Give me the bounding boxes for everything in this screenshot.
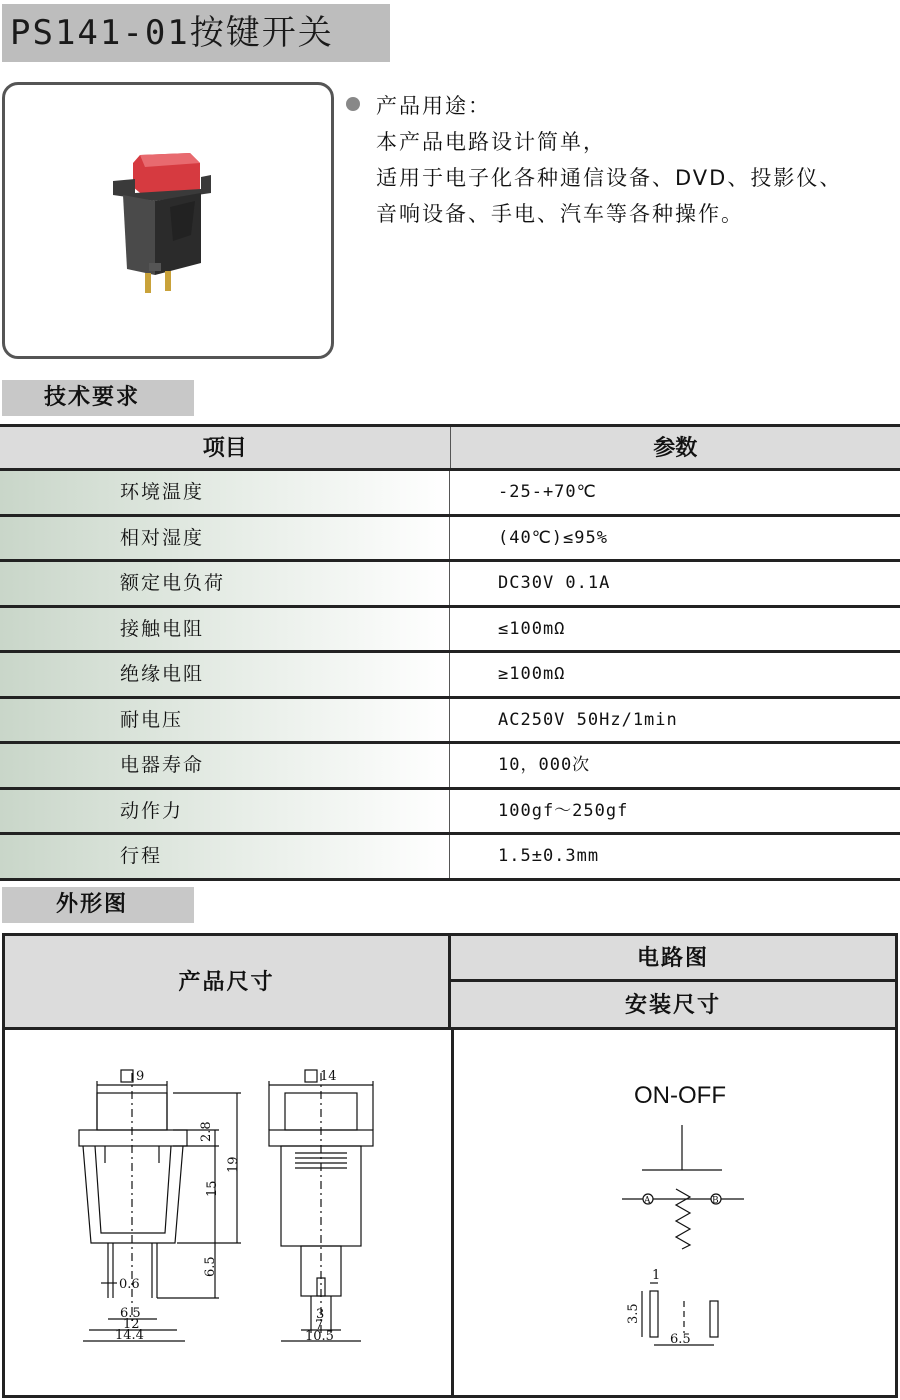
table-row bbox=[0, 562, 900, 608]
outline-table bbox=[2, 933, 898, 1398]
dim-label: 6.5 bbox=[670, 1332, 691, 1347]
table-row bbox=[0, 653, 900, 699]
mounting-dimensions-header: 安装尺寸 bbox=[451, 982, 895, 1030]
spec-value: ≥100mΩ bbox=[498, 664, 566, 684]
spec-value: -25-+70℃ bbox=[498, 482, 597, 502]
product-photo-frame bbox=[2, 82, 334, 359]
terminal-right bbox=[165, 271, 171, 291]
usage-line: 音响设备、手电、汽车等各种操作。 bbox=[376, 202, 744, 226]
spec-value: 1.5±0.3mm bbox=[498, 846, 600, 866]
spec-value: DC30V 0.1A bbox=[498, 573, 611, 593]
terminal-left bbox=[145, 273, 151, 293]
spec-item: 绝缘电阻 bbox=[0, 653, 450, 696]
spec-item: 接触电阻 bbox=[0, 608, 450, 651]
circuit-label: ON-OFF bbox=[634, 1082, 726, 1109]
spec-item: 行程 bbox=[0, 835, 450, 878]
dimension-drawing bbox=[5, 1033, 451, 1395]
spring-icon bbox=[676, 1189, 690, 1249]
dim-label: 12 bbox=[123, 1317, 140, 1332]
dim-label: 9 bbox=[136, 1069, 145, 1084]
spec-item: 电器寿命 bbox=[0, 744, 450, 787]
terminal-a-label: A bbox=[644, 1196, 651, 1206]
spec-value: ≤100mΩ bbox=[498, 618, 566, 639]
circuit-drawing bbox=[454, 1033, 895, 1395]
spec-value: AC250V 50Hz/1min bbox=[498, 709, 678, 730]
table-row bbox=[0, 835, 900, 881]
spec-item: 动作力 bbox=[0, 790, 450, 833]
usage-line: 适用于电子化各种通信设备、DVD、投影仪、 bbox=[376, 166, 843, 190]
table-row bbox=[0, 699, 900, 745]
spec-table bbox=[0, 424, 900, 881]
dim-label: 0.6 bbox=[119, 1277, 140, 1292]
outline-section-label: 外形图 bbox=[2, 887, 194, 923]
spec-value: (40℃)≤95% bbox=[498, 527, 608, 548]
terminal-b-label: B bbox=[712, 1196, 719, 1206]
usage-line: 本产品电路设计简单， bbox=[376, 130, 606, 154]
spec-table-header bbox=[0, 427, 900, 471]
table-row bbox=[0, 517, 900, 563]
spec-value: 10，000次 bbox=[498, 755, 591, 775]
table-row bbox=[0, 608, 900, 654]
dim-label: 10.5 bbox=[305, 1329, 334, 1344]
spec-item: 额定电负荷 bbox=[0, 562, 450, 605]
header-value: 参数 bbox=[653, 436, 698, 461]
usage-line: 产品用途： bbox=[376, 94, 491, 118]
dim-label: 15 bbox=[205, 1180, 220, 1197]
bullet-icon bbox=[346, 97, 360, 111]
product-dimensions-header: 产品尺寸 bbox=[5, 936, 451, 1030]
spec-value: 100gf～250gf bbox=[498, 800, 629, 821]
table-row bbox=[0, 790, 900, 836]
spec-section-label: 技术要求 bbox=[2, 380, 194, 416]
dim-label: 6.5 bbox=[120, 1306, 141, 1321]
product-photo bbox=[5, 85, 331, 356]
dim-label: 2.8 bbox=[199, 1121, 214, 1142]
front-view bbox=[79, 1069, 241, 1343]
side-view bbox=[269, 1069, 373, 1344]
dim-label: 14 bbox=[320, 1069, 337, 1084]
spec-item: 相对湿度 bbox=[0, 517, 450, 560]
page-title: PS141-01按键开关 bbox=[2, 4, 390, 62]
dim-label: 6.5 bbox=[203, 1256, 218, 1277]
circuit-diagram-header: 电路图 bbox=[451, 936, 895, 982]
spec-item: 耐电压 bbox=[0, 699, 450, 742]
product-usage bbox=[346, 88, 896, 232]
dim-label: 3.5 bbox=[626, 1303, 641, 1324]
dim-label: 3 bbox=[316, 1307, 325, 1322]
header-item: 项目 bbox=[0, 427, 451, 468]
table-row bbox=[0, 471, 900, 517]
dim-label: 7 bbox=[315, 1318, 324, 1333]
table-row bbox=[0, 744, 900, 790]
spec-item: 环境温度 bbox=[0, 471, 450, 514]
dim-label: 19 bbox=[226, 1156, 241, 1173]
dim-label: 14.4 bbox=[115, 1328, 144, 1343]
dim-label: 1 bbox=[652, 1268, 661, 1283]
